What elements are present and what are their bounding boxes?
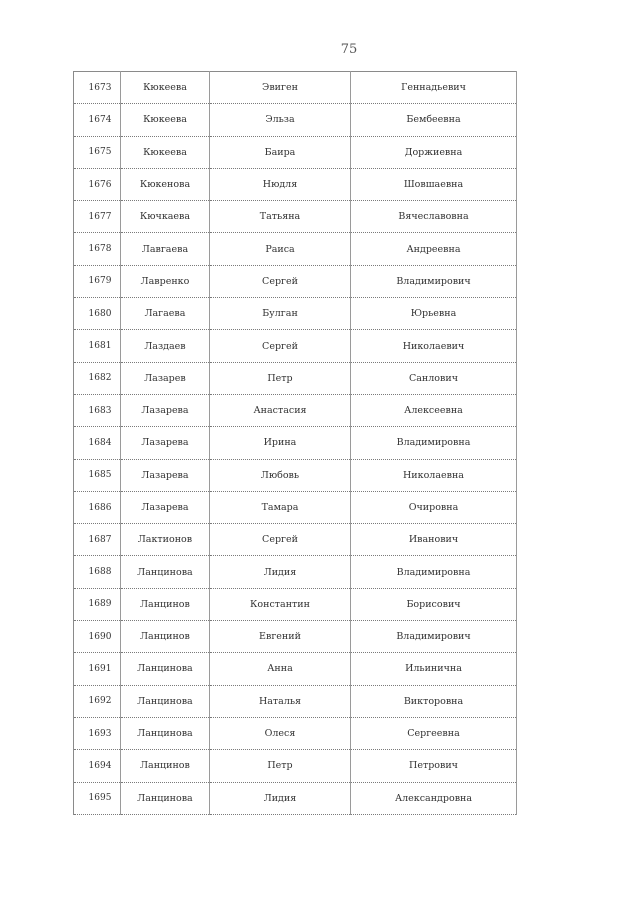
row-number-cell: 1679 <box>74 265 121 297</box>
given-name-cell: Ирина <box>210 427 351 459</box>
patronymic-cell: Вячеславовна <box>351 201 517 233</box>
given-name-cell: Наталья <box>210 685 351 717</box>
patronymic-cell: Владимировна <box>351 556 517 588</box>
page-number: 75 <box>340 42 358 57</box>
surname-cell: Кюкенова <box>121 168 210 200</box>
surname-cell: Кюкеева <box>121 104 210 136</box>
surname-cell: Кюкеева <box>121 136 210 168</box>
given-name-cell: Баира <box>210 136 351 168</box>
patronymic-cell: Сергеевна <box>351 717 517 749</box>
surname-cell: Лазарев <box>121 362 210 394</box>
patronymic-cell: Иванович <box>351 524 517 556</box>
given-name-cell: Сергей <box>210 524 351 556</box>
row-number-cell: 1673 <box>74 72 121 104</box>
row-number-cell: 1694 <box>74 750 121 782</box>
patronymic-cell: Доржиевна <box>351 136 517 168</box>
given-name-cell: Раиса <box>210 233 351 265</box>
given-name-cell: Олеся <box>210 717 351 749</box>
surname-cell: Лактионов <box>121 524 210 556</box>
patronymic-cell: Владимирович <box>351 621 517 653</box>
row-number-cell: 1684 <box>74 427 121 459</box>
table-row <box>74 394 517 426</box>
given-name-cell: Анна <box>210 653 351 685</box>
row-number-cell: 1685 <box>74 459 121 491</box>
row-number-cell: 1690 <box>74 621 121 653</box>
given-name-cell: Анастасия <box>210 394 351 426</box>
table-row <box>74 524 517 556</box>
row-number-cell: 1682 <box>74 362 121 394</box>
patronymic-cell: Николаевич <box>351 330 517 362</box>
patronymic-cell: Викторовна <box>351 685 517 717</box>
given-name-cell: Любовь <box>210 459 351 491</box>
row-number-cell: 1674 <box>74 104 121 136</box>
table-row <box>74 72 517 104</box>
given-name-cell: Лидия <box>210 556 351 588</box>
patronymic-cell: Петрович <box>351 750 517 782</box>
row-number-cell: 1677 <box>74 201 121 233</box>
row-number-cell: 1695 <box>74 782 121 814</box>
surname-cell: Лазарева <box>121 491 210 523</box>
table-row <box>74 330 517 362</box>
surname-cell: Ланцинова <box>121 556 210 588</box>
table-row <box>74 104 517 136</box>
patronymic-cell: Андреевна <box>351 233 517 265</box>
surname-cell: Ланцинов <box>121 588 210 620</box>
table-row <box>74 782 517 814</box>
table-row <box>74 621 517 653</box>
given-name-cell: Тамара <box>210 491 351 523</box>
given-name-cell: Лидия <box>210 782 351 814</box>
given-name-cell: Булган <box>210 298 351 330</box>
roster-body <box>74 72 517 815</box>
row-number-cell: 1680 <box>74 298 121 330</box>
table-row <box>74 136 517 168</box>
table-row <box>74 362 517 394</box>
surname-cell: Ланцинова <box>121 782 210 814</box>
row-number-cell: 1693 <box>74 717 121 749</box>
row-number-cell: 1683 <box>74 394 121 426</box>
row-number-cell: 1688 <box>74 556 121 588</box>
given-name-cell: Эльза <box>210 104 351 136</box>
patronymic-cell: Владимировна <box>351 427 517 459</box>
patronymic-cell: Шовшаевна <box>351 168 517 200</box>
table-row <box>74 459 517 491</box>
patronymic-cell: Бембеевна <box>351 104 517 136</box>
row-number-cell: 1678 <box>74 233 121 265</box>
row-number-cell: 1675 <box>74 136 121 168</box>
surname-cell: Ланцинова <box>121 685 210 717</box>
table-row <box>74 750 517 782</box>
given-name-cell: Константин <box>210 588 351 620</box>
surname-cell: Ланцинов <box>121 621 210 653</box>
patronymic-cell: Геннадьевич <box>351 72 517 104</box>
table-row <box>74 556 517 588</box>
row-number-cell: 1689 <box>74 588 121 620</box>
name-roster-table <box>73 71 517 815</box>
table-row <box>74 265 517 297</box>
table-row <box>74 168 517 200</box>
given-name-cell: Татьяна <box>210 201 351 233</box>
surname-cell: Лаздаев <box>121 330 210 362</box>
patronymic-cell: Санлович <box>351 362 517 394</box>
table-row <box>74 201 517 233</box>
surname-cell: Кюкеева <box>121 72 210 104</box>
surname-cell: Лагаева <box>121 298 210 330</box>
table-row <box>74 685 517 717</box>
table-row <box>74 233 517 265</box>
table-row <box>74 427 517 459</box>
patronymic-cell: Юрьевна <box>351 298 517 330</box>
surname-cell: Ланцинов <box>121 750 210 782</box>
patronymic-cell: Ильинична <box>351 653 517 685</box>
patronymic-cell: Борисович <box>351 588 517 620</box>
patronymic-cell: Владимирович <box>351 265 517 297</box>
surname-cell: Лазарева <box>121 394 210 426</box>
surname-cell: Лазарева <box>121 427 210 459</box>
surname-cell: Лазарева <box>121 459 210 491</box>
given-name-cell: Нюдля <box>210 168 351 200</box>
surname-cell: Ланцинова <box>121 717 210 749</box>
given-name-cell: Петр <box>210 362 351 394</box>
row-number-cell: 1691 <box>74 653 121 685</box>
surname-cell: Ланцинова <box>121 653 210 685</box>
given-name-cell: Петр <box>210 750 351 782</box>
patronymic-cell: Александровна <box>351 782 517 814</box>
row-number-cell: 1692 <box>74 685 121 717</box>
row-number-cell: 1681 <box>74 330 121 362</box>
table-row <box>74 653 517 685</box>
surname-cell: Лавгаева <box>121 233 210 265</box>
patronymic-cell: Очировна <box>351 491 517 523</box>
given-name-cell: Сергей <box>210 330 351 362</box>
patronymic-cell: Николаевна <box>351 459 517 491</box>
table-row <box>74 588 517 620</box>
surname-cell: Лавренко <box>121 265 210 297</box>
row-number-cell: 1686 <box>74 491 121 523</box>
table-row <box>74 717 517 749</box>
table-row <box>74 491 517 523</box>
given-name-cell: Евгений <box>210 621 351 653</box>
given-name-cell: Сергей <box>210 265 351 297</box>
table-row <box>74 298 517 330</box>
row-number-cell: 1676 <box>74 168 121 200</box>
surname-cell: Кючкаева <box>121 201 210 233</box>
given-name-cell: Эвиген <box>210 72 351 104</box>
row-number-cell: 1687 <box>74 524 121 556</box>
patronymic-cell: Алексеевна <box>351 394 517 426</box>
